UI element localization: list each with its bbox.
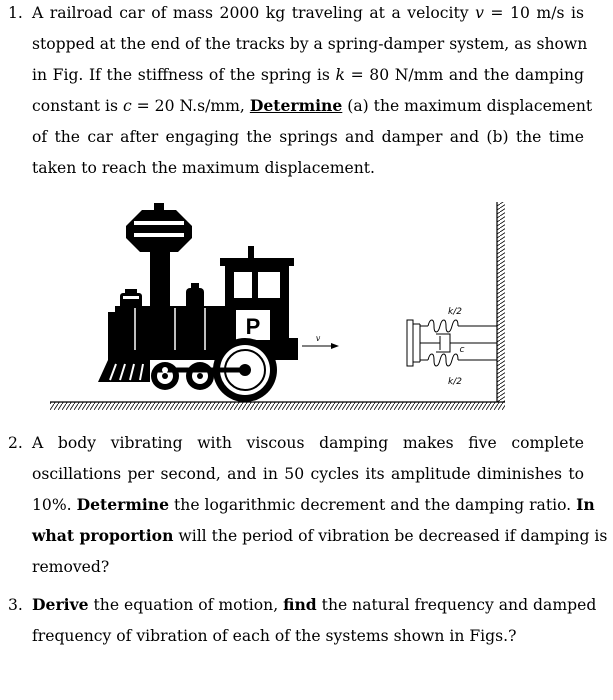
text-line: stopped at the end of the tracks by a spring-damper system, as shown (32, 35, 588, 53)
spring-bottom-label: k/2 (448, 377, 462, 387)
ground-hatch (50, 402, 505, 410)
question-number: 1. (8, 4, 23, 22)
velocity-label: v (315, 334, 321, 343)
text-line: of the car after engaging the springs and damper and (b) the time (32, 128, 584, 146)
spring-top-label: k/2 (448, 307, 462, 317)
locomotive-letter: P (245, 314, 261, 339)
locomotive (98, 203, 298, 402)
text-line: taken to reach the maximum displacement. (32, 159, 375, 177)
question-3-text (32, 592, 597, 654)
question-2-text (32, 430, 608, 585)
text-line: constant is c = 20 N.s/mm, Determine (a) the maximum displacement (32, 96, 593, 115)
text-line: frequency of vibration of each of the systems shown in Figs.? (32, 627, 517, 645)
text-line: removed? (32, 558, 110, 576)
question-number: 3. (8, 596, 23, 614)
railroad-car-figure (50, 188, 520, 418)
text-line: in Fig. If the stiffness of the spring is k = 80 N/mm and the damping (32, 66, 584, 84)
text-line: A railroad car of mass 2000 kg traveling at a velocity v = 10 m/s is (32, 4, 584, 22)
text-line: oscillations per second, and in 50 cycles its amplitude diminishes to (32, 465, 584, 483)
spring-damper-system (407, 320, 497, 366)
text-line: A body vibrating with viscous damping makes five complete (32, 434, 584, 452)
damper-label: c (459, 345, 465, 355)
wall-hatch (497, 202, 505, 402)
velocity-arrow (302, 343, 339, 349)
question-number: 2. (8, 434, 23, 452)
text-line: Derive the equation of motion, find the natural frequency and damped (32, 595, 597, 614)
question-1-text (32, 0, 593, 186)
text-line: 10%. Determine the logarithmic decrement and the damping ratio. In (32, 495, 595, 514)
text-line: what proportion will the period of vibration be decreased if damping is (32, 526, 608, 545)
